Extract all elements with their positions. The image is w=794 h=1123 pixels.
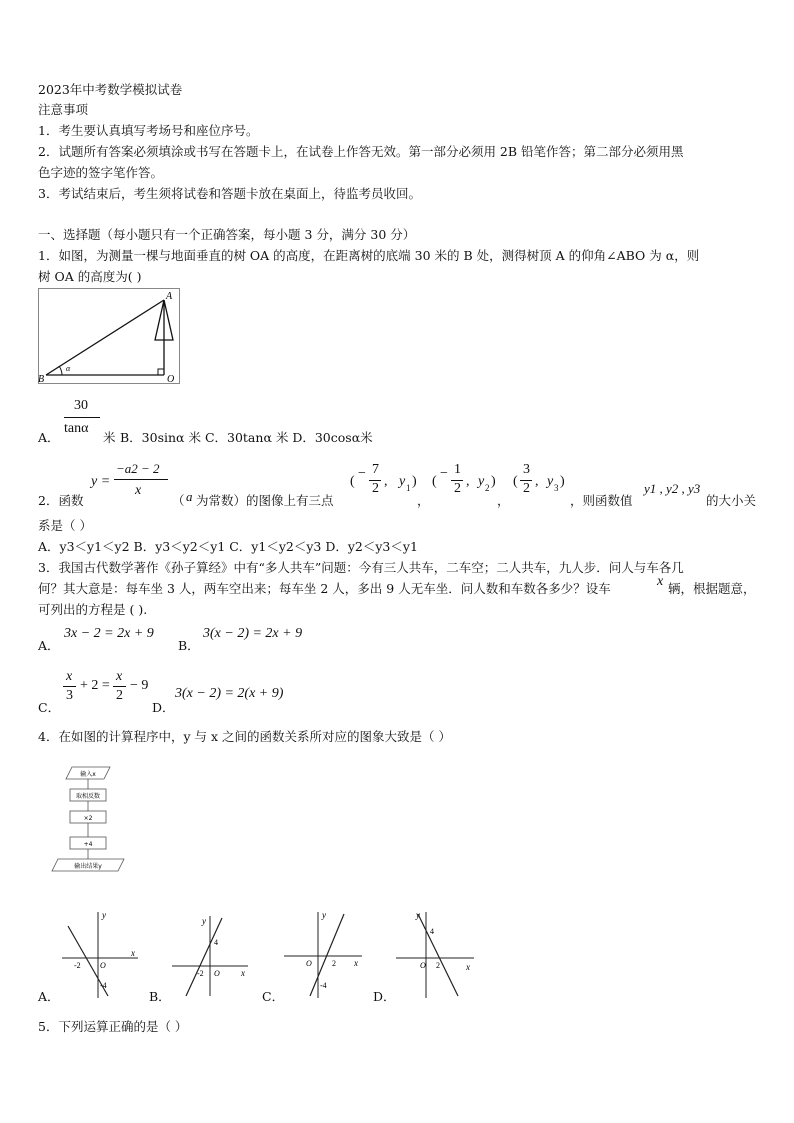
q4-graph-C [282,908,364,1000]
q2-p2-minus: − [440,466,448,481]
q2-p2-num: 1 [454,462,461,477]
right-angle-mark [158,369,164,375]
q2-p3-num: 3 [523,462,530,477]
q3-B-label: B． [178,638,200,653]
q2-p1-close: ) [412,474,417,489]
svg-text:2: 2 [436,961,440,970]
q2-p1-y: y [399,474,406,489]
q2-fraction-bar [114,479,168,480]
q2-p2-open: ( [432,474,437,489]
svg-text:输入x: 输入x [80,771,96,778]
svg-text:y: y [202,916,206,926]
q3-C-d1: 3 [66,688,73,703]
q4-label-C: C． [262,989,285,1004]
q2-p1-sub: 1 [406,483,411,493]
q4-label-D: D． [373,989,396,1004]
q1-line1: 1．如图，为测量一棵与地面垂直的树 OA 的高度，在距离树的底端 30 米的 B 处，测得树顶 A 的仰角∠ABO 为 α，则 [38,248,700,263]
q3-A-eq: 3x − 2 = 2x + 9 [64,626,154,641]
q1-line2: 树 OA 的高度为( ) [38,269,142,284]
q4-graph-D [394,908,476,1000]
q2-numerator: −a2 − 2 [116,461,160,476]
flow-times2-node [70,811,106,823]
svg-text:O: O [306,959,312,968]
q2-p2-comma: , [466,474,470,489]
q3-C-bar2 [113,686,126,687]
q2-tail2: 的大小关 [706,493,757,508]
q2-tail-vals: y1 , y2 , y3 [644,481,701,496]
q1-option-A-label: A． [38,430,60,445]
q2-p2-den: 2 [454,481,461,496]
svg-text:+4: +4 [83,841,93,848]
svg-text:x: x [131,948,135,958]
q2-p1-comma: , [384,474,388,489]
q5-text: 5．下列运算正确的是（ ） [38,1019,188,1034]
q3-A-label: A． [38,638,60,653]
svg-text:y: y [102,910,106,920]
q3-C-label: C． [38,700,61,715]
q4-graph-B [170,912,250,998]
q2-line2: 系是（ ） [38,518,92,533]
q4-label-B: B． [149,989,171,1004]
q2-p2-sub: 2 [485,483,490,493]
svg-text:4: 4 [214,938,218,947]
q2-options: A．y3＜y1＜y2 B．y3＜y2＜y1 C．y1＜y2＜y3 D．y2＜y3＜y1 [38,539,418,554]
note-3: 3．考试结束后，考生须将试卷和答题卡放在桌面上，待监考员收回。 [38,186,421,201]
q4-flowchart [50,765,126,877]
label-A: A [166,291,173,302]
q2-param-a: a [186,489,193,504]
q1-option-A-denominator: tanα [64,421,89,436]
q4-text: 4．在如图的计算程序中，y 与 x 之间的函数关系所对应的图象大致是（ ） [38,729,451,744]
q3-D-label: D． [152,700,175,715]
q3-line2: 何？其大意是：每车坐 3 人，两车空出来；每车坐 2 人，多出 9 人无车坐．问人数和车数各多少？设车 [38,581,611,596]
q2-p3-close: ) [560,474,565,489]
q2-sep2: ， [497,493,510,508]
q3-C-x1: x [66,669,73,684]
q3-line2-tail: 辆，根据题意， [668,581,756,596]
flow-negate-node [70,789,106,801]
q2-param-open: （ [172,493,185,508]
q1-options-rest: B．30sinα 米 C．30tanα 米 D．30cosα米 [120,430,373,445]
q3-C-tail: − 9 [130,678,149,693]
svg-text:2: 2 [332,959,336,968]
svg-text:-2: -2 [197,969,204,978]
q3-var-x: x [657,574,664,589]
q1-fraction-bar [64,417,100,418]
q3-C-mid: + 2 = [80,678,110,693]
flow-input-node [66,767,110,779]
q2-param-rest: 为常数）的图像上有三点 [196,493,334,508]
svg-text:×2: ×2 [83,815,93,822]
notice-title: 注意事项 [38,102,89,117]
svg-text:-4: -4 [100,981,107,990]
q2-p3-open: ( [513,474,518,489]
q4-label-A: A． [38,989,60,1004]
svg-text:y: y [416,910,420,920]
q2-p1-den: 2 [372,481,379,496]
alpha-arc [59,366,62,375]
q1-option-A-numerator: 30 [74,398,88,413]
q2-p3-sub: 3 [554,483,559,493]
svg-text:y: y [322,910,326,920]
q2-p3-den: 2 [523,481,530,496]
q3-line1: 3．我国古代数学著作《孙子算经》中有“多人共车”问题：今有三人共车，二车空；二人共车，九人步．问人与车各几 [38,560,684,575]
label-B: B [38,374,45,384]
q3-C-bar1 [63,686,76,687]
q2-p3-y: y [547,474,554,489]
note-1: 1．考生要认真填写考场号和座位序号。 [38,123,259,138]
section-title: 一、选择题（每小题只有一个正确答案，每小题 3 分，满分 30 分） [38,227,416,242]
exam-title: 2023年中考数学模拟试卷 [38,82,183,97]
svg-text:取相反数: 取相反数 [75,793,101,800]
q2-y-eq: y = [91,474,111,489]
q2-p2-close: ) [491,474,496,489]
svg-text:输出结果y: 输出结果y [74,863,102,870]
q3-B-eq: 3(x − 2) = 2x + 9 [203,626,303,641]
q2-denominator: x [135,483,142,498]
q2-p1-num: 7 [372,462,379,477]
q2-p3-comma: , [535,474,539,489]
label-O: O [167,374,175,384]
q1-triangle-figure [38,288,180,384]
q2-sep1: ， [417,493,430,508]
svg-text:O: O [214,969,220,978]
svg-text:x: x [241,968,245,978]
flow-plus4-node [70,837,106,849]
q2-prefix: 2．函数 [38,493,84,508]
q2-tail1: ，则函数值 [570,493,633,508]
svg-text:-2: -2 [74,961,81,970]
flow-output-node [52,859,124,871]
q2-p2-y: y [478,474,485,489]
label-alpha: α [66,364,71,373]
q3-D-eq: 3(x − 2) = 2(x + 9) [175,686,284,701]
q4-graph-A [60,908,140,1000]
q1-option-A-unit: 米 [103,430,116,445]
svg-text:-4: -4 [320,981,327,990]
svg-text:4: 4 [430,927,434,936]
q3-C-d2: 2 [116,688,123,703]
hypotenuse [46,300,164,375]
q3-line3: 可列出的方程是 ( ). [38,602,148,617]
svg-text:O: O [420,961,426,970]
note-2: 2．试题所有答案必须填涂或书写在答题卡上，在试卷上作答无效。第一部分必须用 2B 铅笔作答；第二部分必须用黑 [38,144,684,159]
note-2-cont: 色字迹的签字笔作答。 [38,165,164,180]
q2-p1-minus: − [358,466,366,481]
svg-text:O: O [100,961,106,970]
q3-C-x2: x [116,669,123,684]
q2-p1-open: ( [350,474,355,489]
svg-text:x: x [354,958,358,968]
svg-text:x: x [466,962,470,972]
